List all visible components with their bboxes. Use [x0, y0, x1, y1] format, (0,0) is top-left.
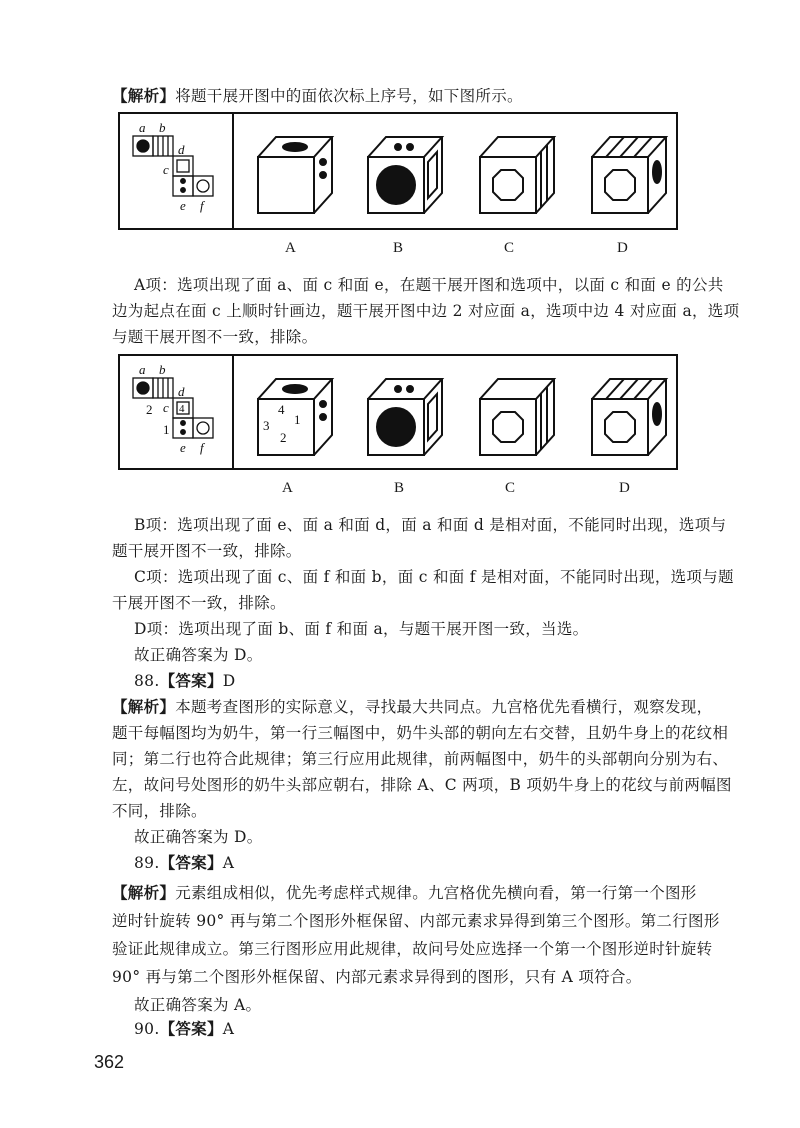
figure-2 — [118, 354, 678, 470]
q89-conclusion: 故正确答案为 A。 — [134, 996, 262, 1014]
q88-answer: D — [222, 672, 236, 690]
option2-label-a: A — [282, 480, 293, 496]
para-a-line-1: A项：选项出现了面 a、面 c 和面 e，在题干展开图和选项中，以面 c 和面 e 的公共 — [134, 276, 724, 294]
para-a-line-2: 边为起点在面 c 上顺时针画边，题干展开图中边 2 对应面 a，选项中边 4 对应面 a，选项 — [112, 302, 740, 320]
q89-analysis-line-1 — [112, 881, 697, 903]
figure-1 — [118, 112, 678, 230]
q90-answer: A — [222, 1020, 235, 1038]
net-label-f: f — [200, 198, 204, 213]
q90-answer-line — [134, 1017, 234, 1039]
para-b-line-1: B项：选项出现了面 e、面 a 和面 d，面 a 和面 d 是相对面，不能同时出现，选项与 — [134, 516, 727, 534]
net-face-c — [173, 156, 193, 176]
q89-analysis-line-2: 逆时针旋转 90° 再与第二个图形外框保留、内部元素求异得到第三个图形。第二行图形 — [112, 912, 720, 930]
answer-label: 【答案】 — [159, 854, 223, 872]
q88-analysis-line-2: 题干每幅图均为奶牛，第一行三幅图中，奶牛头部的朝向左右交替，且奶牛身上的花纹相 — [112, 724, 729, 742]
answer-label: 【答案】 — [159, 672, 223, 690]
net2-edge-4: 4 — [179, 403, 185, 415]
q88-answer-line — [134, 669, 236, 691]
q88-analysis-line-3: 同；第二行也符合此规律；第三行应用此规律，前两幅图中，奶牛的头部朝向分别为右、 — [112, 750, 729, 768]
net-label-c: c — [163, 162, 169, 177]
cube-a-edge-2: 2 — [280, 430, 287, 445]
option-b-cube-2 — [368, 379, 442, 455]
option-label-b: B — [393, 240, 404, 256]
analysis-label: 【解析】 — [112, 87, 176, 105]
q89-answer-line — [134, 851, 234, 873]
conclusion-87: 故正确答案为 D。 — [134, 646, 263, 664]
option-label-d: D — [617, 240, 628, 256]
option-d-cube-2 — [592, 379, 666, 455]
q89-analysis-text: 元素组成相似，优先考虑样式规律。九宫格优先横向看，第一行第一个图形 — [175, 884, 697, 902]
intro-text: 将题干展开图中的面依次标上序号，如下图所示。 — [175, 87, 523, 105]
net-label-b: b — [159, 120, 166, 135]
option2-label-b: B — [394, 480, 405, 496]
page-number: 362 — [94, 1052, 125, 1072]
q90-number: 90. — [134, 1020, 160, 1038]
net-label-a: a — [139, 120, 146, 135]
net2-label-d: d — [178, 384, 185, 399]
cube-net-2 — [133, 378, 213, 438]
option-b-cube — [368, 137, 442, 213]
option2-label-c: C — [505, 480, 516, 496]
para-d-line: D项：选项出现了面 b、面 f 和面 a，与题干展开图一致，当选。 — [134, 620, 589, 638]
cube-a-edge-3: 3 — [263, 418, 270, 433]
para-c-line-1: C项：选项出现了面 c、面 f 和面 b，面 c 和面 f 是相对面，不能同时出现，选项与题 — [134, 568, 734, 586]
option-a-cube — [258, 137, 332, 213]
net-label-e: e — [180, 198, 186, 213]
net-face-f — [193, 176, 213, 196]
cube-a-edge-1: 1 — [294, 412, 301, 427]
option2-label-d: D — [619, 480, 630, 496]
analysis-label: 【解析】 — [112, 698, 176, 716]
para-a-line-3: 与题干展开图不一致，排除。 — [112, 328, 318, 346]
q88-analysis-line-5: 不同，排除。 — [112, 802, 207, 820]
intro-line — [112, 84, 523, 106]
net2-label-e: e — [180, 440, 186, 455]
option-d-cube — [592, 137, 666, 213]
option-label-c: C — [504, 240, 515, 256]
net-label-d: d — [178, 142, 185, 157]
net2-edge-2: 2 — [146, 402, 153, 417]
q89-analysis-line-3: 验证此规律成立。第三行图形应用此规律，故问号处应选择一个第一个图形逆时针旋转 — [112, 940, 713, 958]
q88-analysis-line-4: 左，故问号处图形的奶牛头部应朝右，排除 A、C 两项，B 项奶牛身上的花纹与前两幅图 — [112, 776, 732, 794]
net2-label-f: f — [200, 440, 204, 455]
q88-conclusion: 故正确答案为 D。 — [134, 828, 263, 846]
net2-label-c: c — [163, 400, 169, 415]
q88-analysis-text: 本题考查图形的实际意义，寻找最大共同点。九宫格优先看横行，观察发现， — [175, 698, 713, 716]
option-c-cube-2 — [480, 379, 554, 455]
option-c-cube — [480, 137, 554, 213]
black-dot — [137, 140, 149, 152]
q89-number: 89. — [134, 854, 160, 872]
para-b-line-2: 题干展开图不一致，排除。 — [112, 542, 302, 560]
q89-answer: A — [222, 854, 235, 872]
net2-edge-1: 1 — [163, 422, 170, 437]
para-c-line-2: 干展开图不一致，排除。 — [112, 594, 286, 612]
cube-a-edge-4: 4 — [278, 402, 285, 417]
answer-label: 【答案】 — [159, 1020, 223, 1038]
option-label-a: A — [285, 240, 296, 256]
q88-number: 88. — [134, 672, 160, 690]
q88-analysis-line-1 — [112, 695, 712, 717]
net2-label-b: b — [159, 362, 166, 377]
analysis-label: 【解析】 — [112, 884, 176, 902]
cube-net-1 — [133, 136, 213, 196]
net2-label-a: a — [139, 362, 146, 377]
q89-analysis-line-4: 90° 再与第二个图形外框保留、内部元素求异得到的图形，只有 A 项符合。 — [112, 968, 642, 986]
